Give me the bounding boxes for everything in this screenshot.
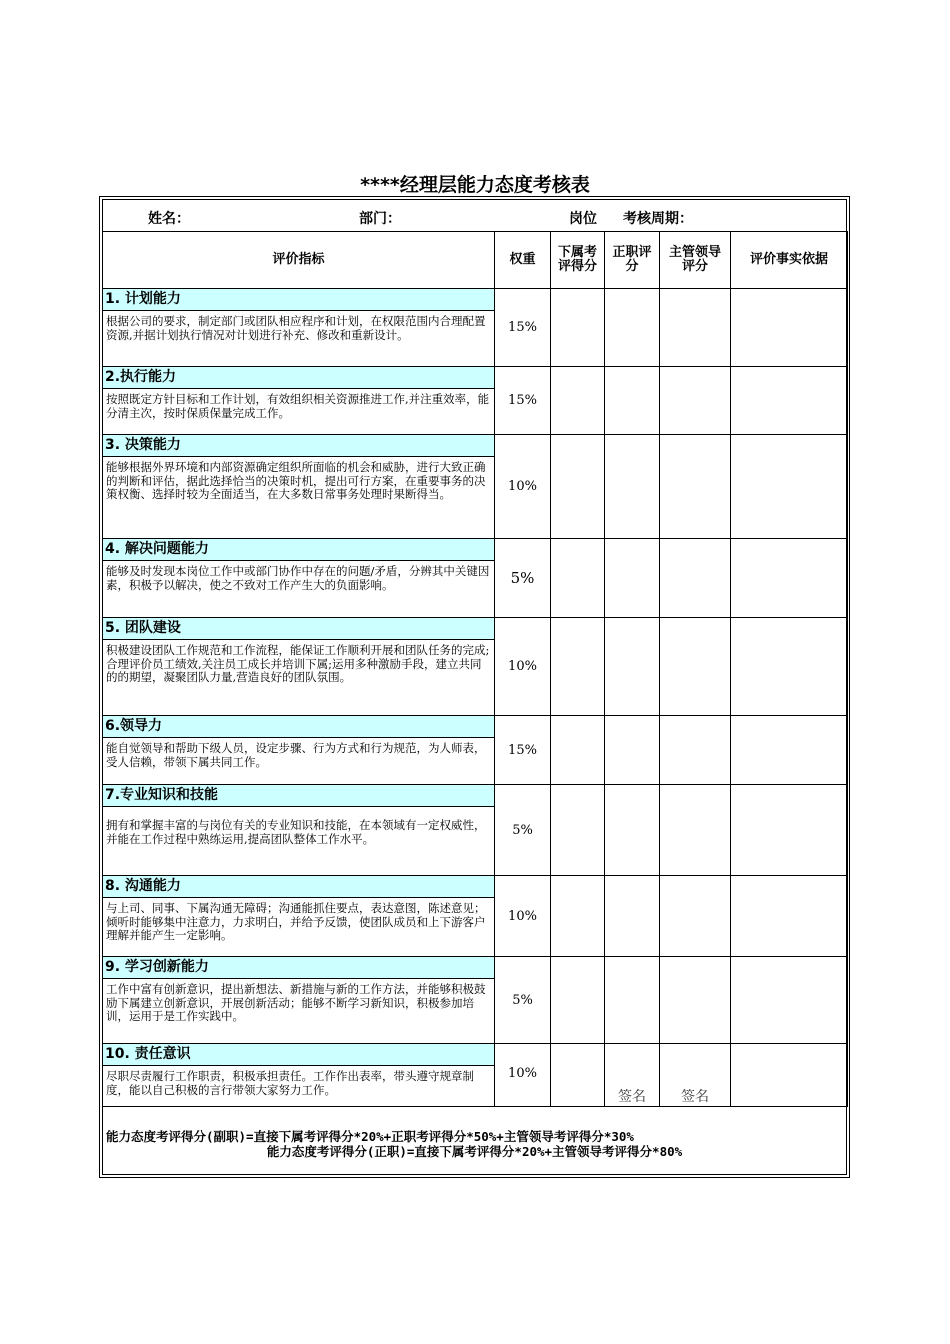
peer-score-cell[interactable]: [605, 539, 660, 618]
leader-signature-label: 签名: [681, 1089, 709, 1105]
sub-score-cell[interactable]: [551, 367, 605, 435]
evidence-cell[interactable]: [731, 435, 848, 539]
weight-cell: 5%: [495, 785, 551, 876]
weight-cell: 5%: [495, 957, 551, 1044]
leader-score-cell[interactable]: [660, 785, 731, 876]
criteria-row: [103, 618, 848, 716]
score-formula: [102, 1106, 847, 1175]
criteria-desc: 尽职尽责履行工作职责，积极承担责任。工作作出表率，带头遵守规章制度，能以自己积极的言行带领大家努力工作。: [106, 1069, 474, 1097]
evidence-cell[interactable]: [731, 367, 848, 435]
criteria-title: 7.专业知识和技能: [103, 785, 495, 807]
criteria-title: 9. 学习创新能力: [103, 957, 495, 979]
col-sub-score: 下属考评得分: [551, 232, 605, 289]
criteria-desc: 能够根据外界环境和内部资源确定组织所面临的机会和威胁，进行大致正确的判断和评估，据此选择恰当的决策时机，提出可行方案，在重要事务的决策权衡、选择时较为全面适当，在大多数日常事务处理时果断得当。: [106, 460, 486, 501]
weight-cell: 15%: [495, 367, 551, 435]
criteria-row: [103, 716, 848, 785]
criteria-desc: 能够及时发现本岗位工作中或部门协作中存在的问题/矛盾，分辨其中关键因素，积极予以解决，使之不致对工作产生大的负面影响。: [106, 564, 490, 592]
criteria-row: [103, 539, 848, 618]
peer-score-cell[interactable]: [605, 716, 660, 785]
criteria-desc: 能自觉领导和帮助下级人员，设定步骤、行为方式和行为规范，为人师表，受人信赖，带领下属共同工作。: [106, 741, 486, 769]
sub-score-cell[interactable]: [551, 957, 605, 1044]
criteria-row: [103, 435, 848, 539]
criteria-title: 3. 决策能力: [103, 435, 495, 457]
criteria-desc: 按照既定方针目标和工作计划，有效组织相关资源推进工作,并注重效率，能分清主次，按时保质保量完成工作。: [106, 392, 490, 420]
peer-score-cell[interactable]: [605, 785, 660, 876]
criteria-row: [103, 367, 848, 435]
criteria-title: 4. 解决问题能力: [103, 539, 495, 561]
sub-score-cell[interactable]: [551, 618, 605, 716]
leader-score-cell[interactable]: [660, 539, 731, 618]
sub-score-cell[interactable]: [551, 716, 605, 785]
evidence-cell[interactable]: [731, 785, 848, 876]
criteria-title: 10. 责任意识: [103, 1044, 495, 1066]
evidence-cell[interactable]: [731, 957, 848, 1044]
criteria-title: 6.领导力: [103, 716, 495, 738]
leader-score-cell[interactable]: [660, 618, 731, 716]
leader-score-cell[interactable]: [660, 876, 731, 957]
sub-score-cell[interactable]: [551, 876, 605, 957]
position-label: 岗位: [569, 211, 597, 227]
criteria-desc: 工作中富有创新意识，提出新想法、新措施与新的工作方法，并能够积极鼓励下属建立创新意识，开展创新活动；能够不断学习新知识，积极参加培训，运用于是工作实践中。: [106, 982, 486, 1023]
sub-score-cell[interactable]: [551, 435, 605, 539]
leader-score-cell[interactable]: [660, 435, 731, 539]
weight-cell: 15%: [495, 716, 551, 785]
evidence-cell[interactable]: [731, 876, 848, 957]
weight-cell: 10%: [495, 876, 551, 957]
criteria-row: [103, 1044, 848, 1107]
criteria-row: [103, 785, 848, 876]
weight-cell: 10%: [495, 618, 551, 716]
weight-cell: 10%: [495, 435, 551, 539]
col-leader-score: 主管领导评分: [660, 232, 731, 289]
criteria-row: [103, 876, 848, 957]
peer-score-cell[interactable]: [605, 618, 660, 716]
criteria-title: 8. 沟通能力: [103, 876, 495, 898]
name-label: 姓名：: [148, 211, 190, 227]
evidence-cell[interactable]: [731, 539, 848, 618]
sub-score-cell[interactable]: [551, 785, 605, 876]
leader-score-cell[interactable]: [660, 289, 731, 367]
col-evidence: 评价事实依据: [731, 232, 848, 289]
peer-score-cell[interactable]: [605, 435, 660, 539]
criteria-desc: 根据公司的要求，制定部门或团队相应程序和计划，在权限范围内合理配置资源,并据计划执行情况对计划进行补充、修改和重新设计。: [106, 314, 486, 342]
peer-signature-label: 签名: [618, 1089, 646, 1105]
criteria-title: 1. 计划能力: [103, 289, 495, 311]
peer-signature-cell[interactable]: [605, 1044, 660, 1107]
assessment-table: [102, 231, 848, 1107]
formula-principal: 能力态度考评得分(正职)=直接下属考评得分*20%+主管领导考评得分*80%: [266, 1144, 683, 1159]
weight-cell: 10%: [495, 1044, 551, 1107]
peer-score-cell[interactable]: [605, 957, 660, 1044]
weight-cell: 15%: [495, 289, 551, 367]
criteria-title: 2.执行能力: [103, 367, 495, 389]
criteria-desc: 积极建设团队工作规范和工作流程，能保证工作顺利开展和团队任务的完成; 合理评价员工绩效,关注员工成长并培训下属;运用多种激励手段，建立共同的的期望，凝聚团队力量,营造良好的团队氛围。: [106, 643, 490, 684]
col-peer-score: 正职评分: [605, 232, 660, 289]
sub-score-cell[interactable]: [551, 289, 605, 367]
leader-score-cell[interactable]: [660, 367, 731, 435]
criteria-row: [103, 289, 848, 367]
leader-score-cell[interactable]: [660, 716, 731, 785]
criteria-title: 5. 团队建设: [103, 618, 495, 640]
leader-score-cell[interactable]: [660, 957, 731, 1044]
formula-deputy: 能力态度考评得分(副职)=直接下属考评得分*20%+正职考评得分*50%+主管领导考评得分*30%: [106, 1129, 634, 1144]
page-title: ****经理层能力态度考核表: [360, 174, 590, 196]
criteria-desc: 与上司、同事、下属沟通无障碍；沟通能抓住要点，表达意图，陈述意见；倾听时能够集中注意力，力求明白，并给予反馈，使团队成员和上下游客户理解并能产生一定影响。: [106, 901, 486, 942]
evidence-cell[interactable]: [731, 618, 848, 716]
evidence-cell[interactable]: [731, 716, 848, 785]
evidence-cell[interactable]: [731, 1044, 848, 1107]
dept-label: 部门：: [359, 211, 401, 227]
criteria-desc: 拥有和掌握丰富的与岗位有关的专业知识和技能，在本领域有一定权威性，并能在工作过程中熟练运用,提高团队整体工作水平。: [106, 818, 486, 846]
peer-score-cell[interactable]: [605, 367, 660, 435]
col-criteria: 评价指标: [103, 232, 495, 289]
evidence-cell[interactable]: [731, 289, 848, 367]
leader-signature-cell[interactable]: [660, 1044, 731, 1107]
sub-score-cell[interactable]: [551, 539, 605, 618]
info-row: [102, 199, 847, 231]
peer-score-cell[interactable]: [605, 876, 660, 957]
sub-score-cell[interactable]: [551, 1044, 605, 1107]
header-row: [103, 232, 848, 289]
weight-cell: 5%: [495, 539, 551, 618]
col-weight: 权重: [495, 232, 551, 289]
period-label: 考核周期：: [623, 211, 693, 227]
peer-score-cell[interactable]: [605, 289, 660, 367]
criteria-row: [103, 957, 848, 1044]
